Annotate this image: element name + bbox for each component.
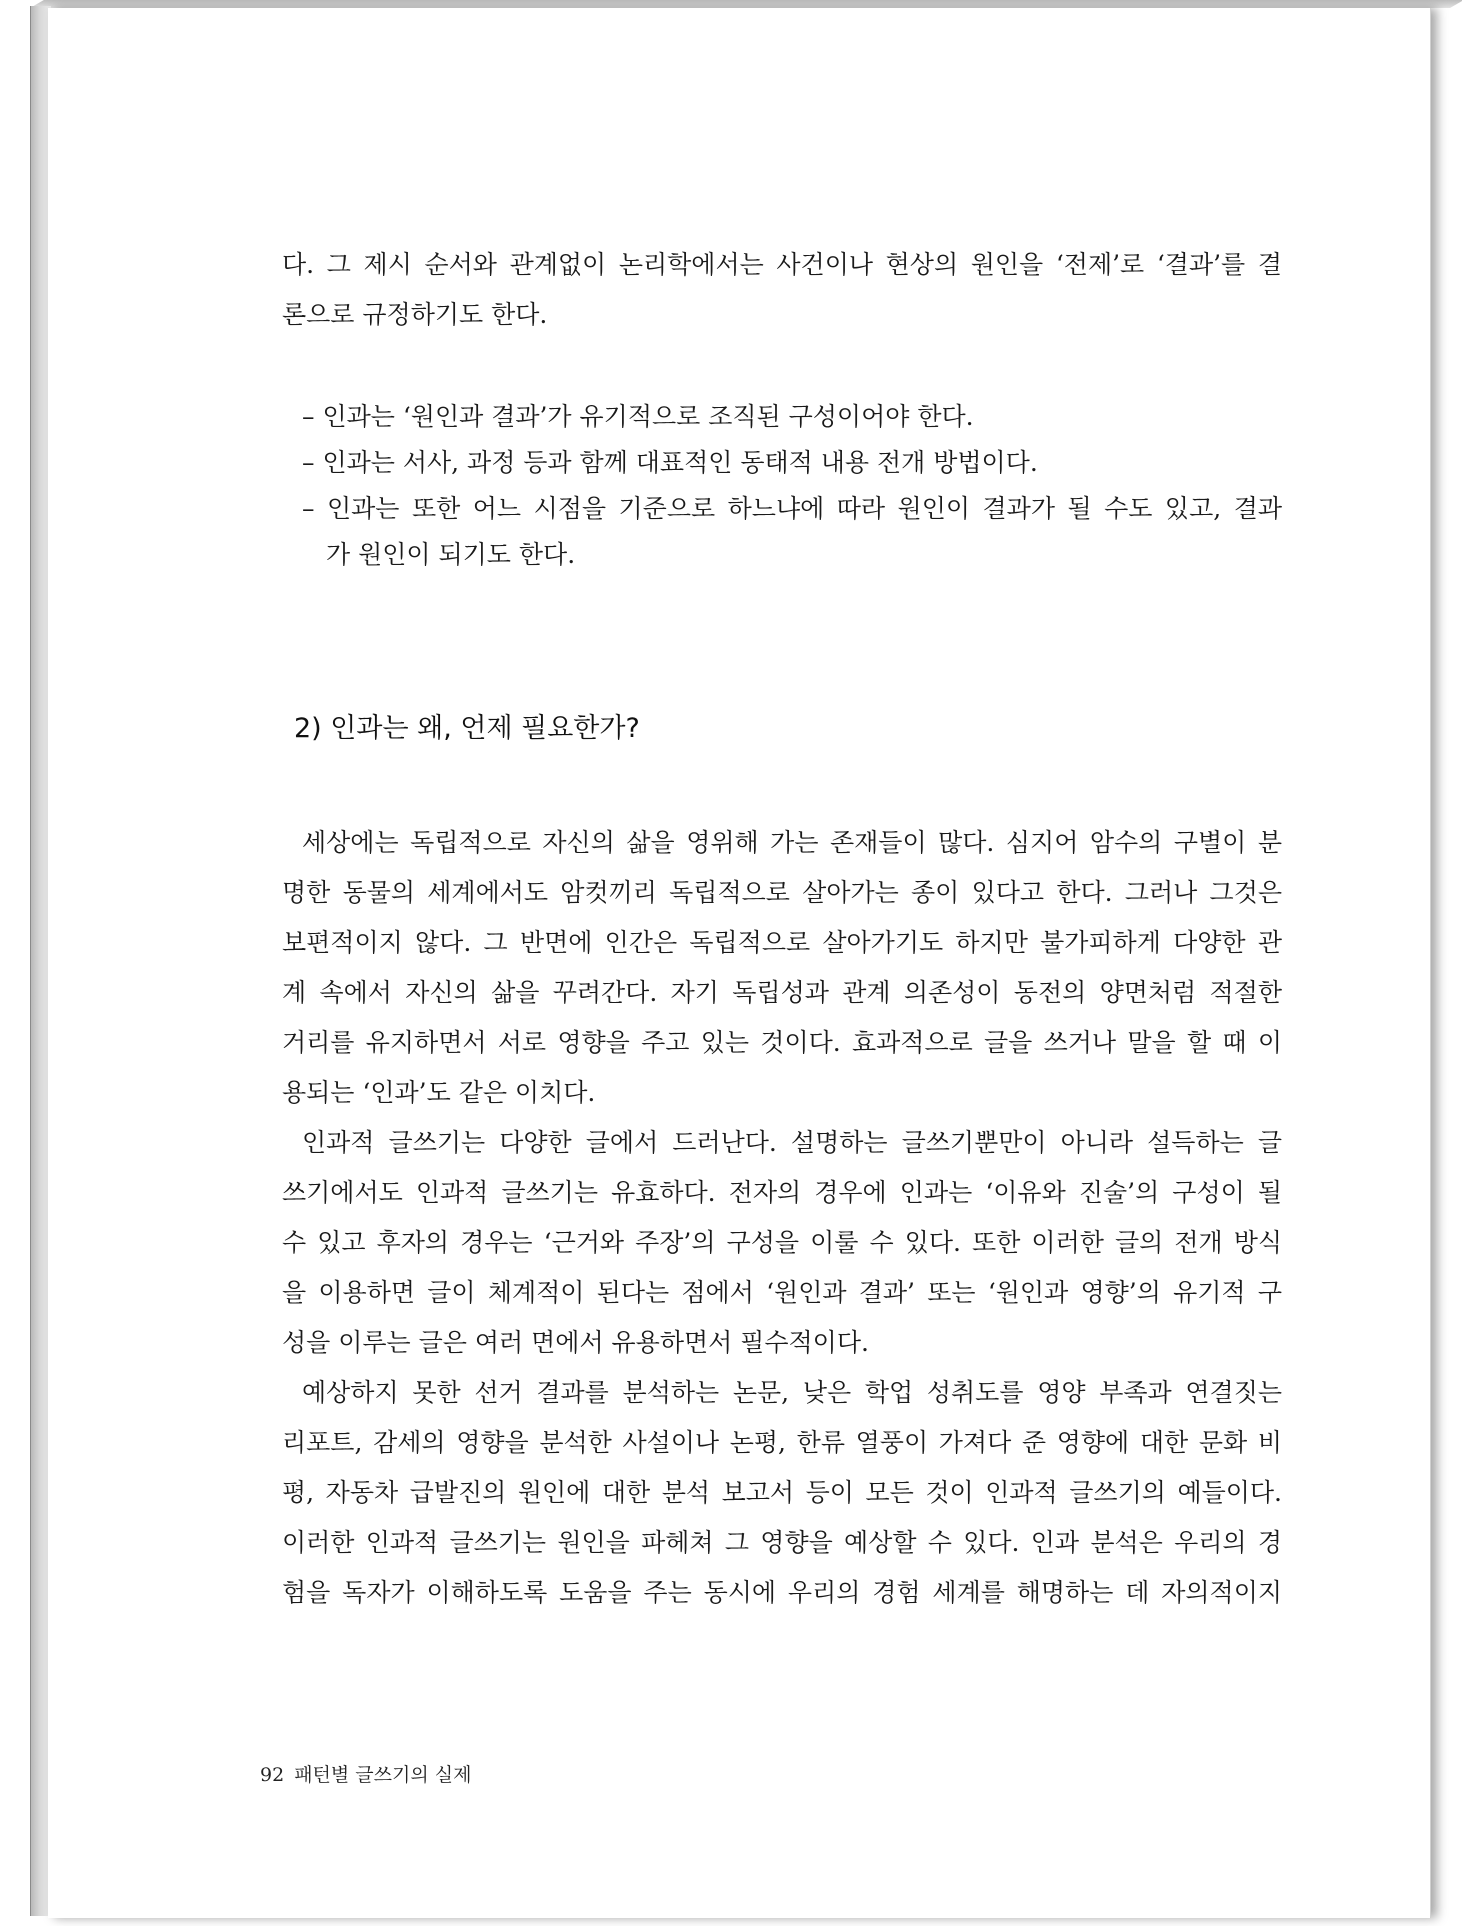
text-line: 예상하지 못한 선거 결과를 분석하는 논문, 낮은 학업 성취도를 영양 부족과 연결짓는 [302,1378,1282,1407]
bullet-item: – 인과는 또한 어느 시점을 기준으로 하느냐에 따라 원인이 결과가 될 수도 있고, 결과 [302,494,1282,523]
text-line: 성을 이루는 글은 여러 면에서 유용하면서 필수적이다. [282,1328,869,1357]
text-line: 세상에는 독립적으로 자신의 삶을 영위해 가는 존재들이 많다. 심지어 암수의 구별이 분 [302,828,1282,857]
text-line: 명한 동물의 세계에서도 암컷끼리 독립적으로 살아가는 종이 있다고 한다. 그러나 그것은 [282,878,1282,907]
bullet-item: – 인과는 ‘원인과 결과’가 유기적으로 조직된 구성이어야 한다. [302,402,974,431]
paragraph-continuation [282,240,1282,340]
body-text [282,818,1282,1618]
page-edge-top [30,0,1462,8]
text-line: 이러한 인과적 글쓰기는 원인을 파헤쳐 그 영향을 예상할 수 있다. 인과 분석은 우리의 경 [282,1528,1282,1557]
text-line: 다. 그 제시 순서와 관계없이 논리학에서는 사건이나 현상의 원인을 ‘전제’로 ‘결과’를 결 [282,250,1282,279]
section-heading: 2) 인과는 왜, 언제 필요한가? [294,713,640,744]
text-line: 보편적이지 않다. 그 반면에 인간은 독립적으로 살아가기도 하지만 불가피하게 다양한 관 [282,928,1282,957]
text-line: 계 속에서 자신의 삶을 꾸려간다. 자기 독립성과 관계 의존성이 동전의 양면처럼 적절한 [282,978,1282,1007]
text-line: 험을 독자가 이해하도록 도움을 주는 동시에 우리의 경험 세계를 해명하는 데 자의적이지 [282,1578,1282,1607]
bullet-item-continuation: 가 원인이 되기도 한다. [326,540,576,569]
text-line: 용되는 ‘인과’도 같은 이치다. [282,1078,596,1107]
text-line: 을 이용하면 글이 체계적이 된다는 점에서 ‘원인과 결과’ 또는 ‘원인과 영향’의 유기적 구 [282,1278,1282,1307]
text-line: 수 있고 후자의 경우는 ‘근거와 주장’의 구성을 이룰 수 있다. 또한 이러한 글의 전개 방식 [282,1228,1282,1257]
text-line: 론으로 규정하기도 한다. [282,300,548,329]
text-line: 평, 자동차 급발진의 원인에 대한 분석 보고서 등이 모든 것이 인과적 글쓰기의 예들이다. [282,1478,1282,1507]
bullet-item: – 인과는 서사, 과정 등과 함께 대표적인 동태적 내용 전개 방법이다. [302,448,1038,477]
page-content [48,8,1430,1918]
page-number: 92 [260,1764,285,1786]
bullet-list [286,394,1282,578]
book-page [48,8,1431,1918]
text-line: 리포트, 감세의 영향을 분석한 사설이나 논평, 한류 열풍이 가져다 준 영향에 대한 문화 비 [282,1428,1282,1457]
page-footer [260,1760,471,1787]
text-line: 인과적 글쓰기는 다양한 글에서 드러난다. 설명하는 글쓰기뿐만이 아니라 설득하는 글 [302,1128,1282,1157]
running-title: 패턴별 글쓰기의 실제 [294,1764,472,1786]
text-line: 거리를 유지하면서 서로 영향을 주고 있는 것이다. 효과적으로 글을 쓰거나 말을 할 때 이 [282,1028,1282,1057]
text-line: 쓰기에서도 인과적 글쓰기는 유효하다. 전자의 경우에 인과는 ‘이유와 진술’의 구성이 될 [282,1178,1282,1207]
